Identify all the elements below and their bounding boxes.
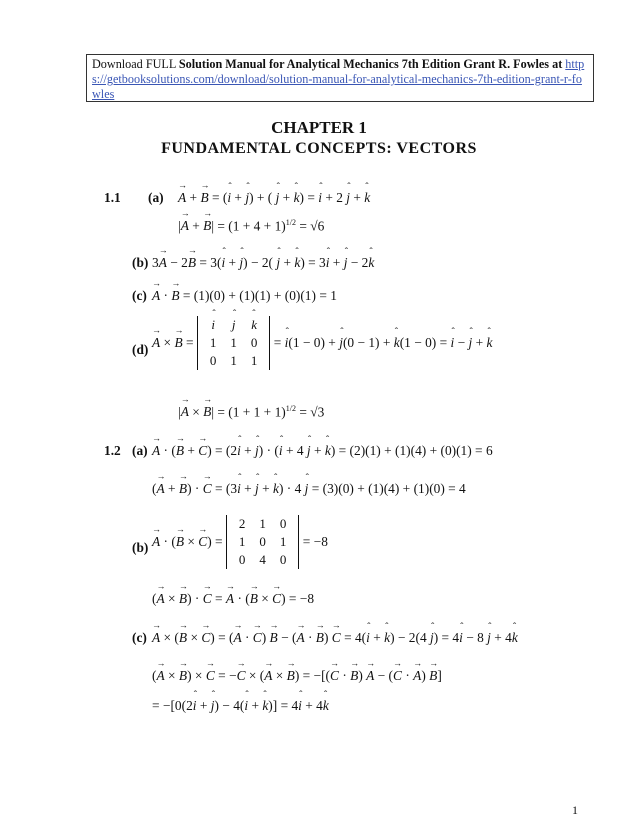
problem-1-2b-label: (b): [132, 540, 149, 555]
problem-1-2a-label: (a): [132, 443, 148, 458]
eq-1-1c: → A · → B = (1)(0) + (1)(1) + (0)(1) = 1: [152, 288, 337, 304]
page-number: 1: [572, 803, 578, 817]
eq-1-2c-line2: (→ A × → B) × → C = −→ C × (→ A × → B) = −[(→ C · → B) → A − (→ C · → A) → B]: [152, 668, 442, 684]
eq-1-2c-line1: → A × (→ B × → C) = (→ A · → C) → B − (→ A · → B) → C = 4(ˆ i + ˆ k) − 2(4 ˆ j) = 4ˆ i − 8 ˆ j + 4ˆ k: [152, 630, 518, 646]
problem-1-2-label: 1.2: [104, 443, 121, 458]
eq-1-1c-text: = (1)(0) + (1)(1) + (0)(1) = 1: [182, 288, 337, 303]
eq-1-2c-line3: = −[0(2ˆ i + ˆ j) − 4(ˆ i + ˆ k)] = 4ˆ i + 4ˆ k: [152, 698, 329, 714]
chapter-title: FUNDAMENTAL CONCEPTS: VECTORS: [161, 140, 477, 157]
eq-1-2a-line2: (→ A + → B) · → C = (3ˆ i + ˆ j + ˆ k) · 4 ˆ j = (3)(0) + (1)(4) + (1)(0) = 4: [152, 481, 466, 497]
problem-1-2c-label: (c): [132, 630, 147, 645]
determinant-1-2b: 2 1 0 1 0 1 0 4 0: [226, 515, 300, 569]
eq-1-2b: → A · (→ B × → C) = 2 1 0 1 0 1 0 4 0 = −8: [152, 515, 328, 569]
problem-1-1c-label: (c): [132, 288, 147, 303]
eq-1-2a-line1: → A · (→ B + → C) = (2ˆ i + ˆ j) · (ˆ i + 4 ˆ j + ˆ k) = (2)(1) + (1)(4) + (0)(1) = 6: [152, 443, 493, 459]
eq-1-1d-magnitude: |→ A × → $B| = (1 + 1 + 1)^{1/2} = √3$: [178, 404, 324, 420]
determinant-1-1d: ˆ i ˆ j ˆ k 1 1 0 0 1 1: [197, 316, 271, 370]
eq-1-1a-line2: |→ A + → $B| = (1 + 4 + 1)^{1/2} = √6$: [178, 218, 324, 234]
download-banner: [86, 54, 594, 102]
eq-1-1a-line1: → A + → B = (ˆ i + ˆ j) + ( ˆ j + ˆ k) = ˆ i + 2 ˆ j + ˆ k: [178, 190, 370, 206]
problem-1-1a-label: (a): [148, 190, 164, 205]
banner-title: Solution Manual for Analytical Mechanics 7th Edition Grant R. Fowles at: [178, 57, 563, 71]
eq-1-2b-line2: (→ A × → B) · → C = → A · (→ B × → C) = −8: [152, 591, 314, 607]
eq-1-1d: → A × → B = ˆ i ˆ j ˆ k 1 1 0 0 1 1 = ˆ i(1 − 0) + ˆ j(0 − 1) + ˆ k(1 − 0) = ˆ i − ˆ j + ˆ k: [152, 316, 492, 370]
chapter-number: CHAPTER 1: [271, 118, 367, 137]
banner-link[interactable]: https://getbooksolutions.com/download/solution-manual-for-analytical-mechanics-7th-edition-grant-r-fowles: [92, 57, 585, 101]
eq-1-2b-result: = −8: [302, 534, 328, 549]
problem-1-1d-label: (d): [132, 342, 149, 357]
problem-1-1-label: 1.1: [104, 190, 121, 205]
eq-1-1b: 3→ A − 2→ B = 3(ˆ i + ˆ j) − 2( ˆ j + ˆ k) = 3ˆ i + ˆ j − 2ˆ k: [152, 255, 374, 271]
banner-prefix: Download FULL: [92, 57, 176, 71]
problem-1-1b-label: (b): [132, 255, 149, 270]
